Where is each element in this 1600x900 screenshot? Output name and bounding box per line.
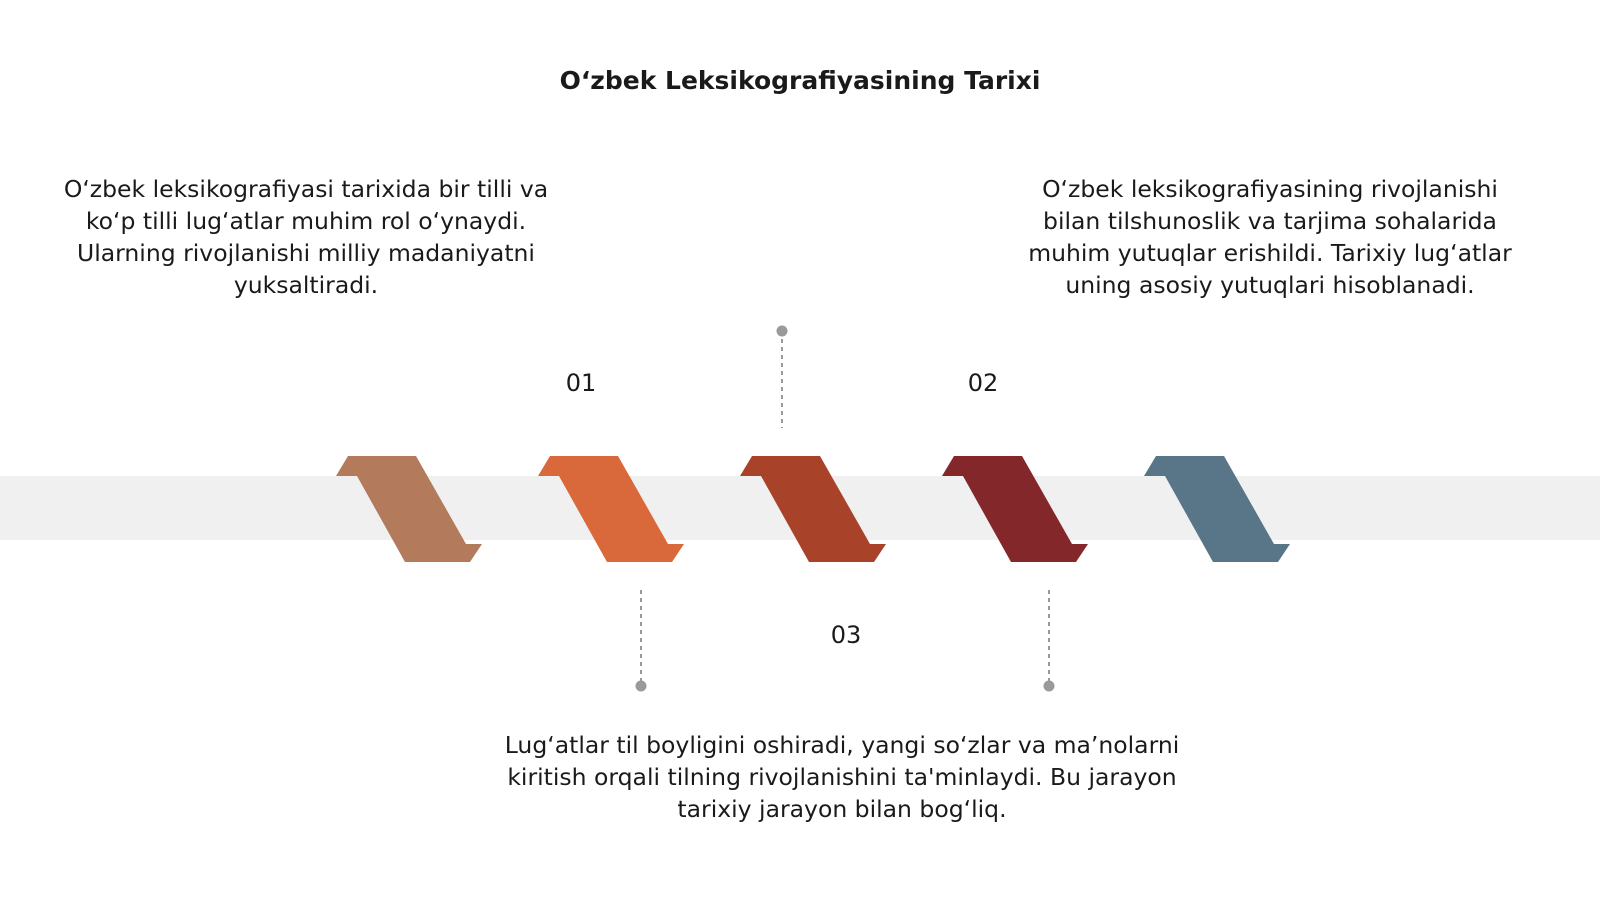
step-01-description: O‘zbek leksikografiyasi tarixida bir tilli va ko‘p tilli lug‘atlar muhim rol o‘ynaydi. Ularning rivojlanishi milliy madaniyatni yuksaltiradi. [63, 175, 549, 299]
step-02-description: O‘zbek leksikografiyasining rivojlanishi bilan tilshunoslik va tarjima sohalarida muhim yutuqlar erishildi. Tarixiy lug‘atlar uning asosiy yutuqlari hisoblanadi. [1028, 175, 1512, 299]
page-title: O‘zbek Leksikografiyasining Tarixi [559, 66, 1041, 95]
connector-bottom-left-dot [636, 681, 647, 692]
chevron-4 [942, 456, 1088, 562]
connector-top-dot [777, 326, 788, 337]
step-02-number: 02 [967, 369, 999, 397]
connector-bottom-left [636, 590, 647, 692]
connector-bottom-right-dot [1044, 681, 1055, 692]
connector-top [777, 326, 788, 429]
chevron-3 [740, 456, 886, 562]
chevron-1 [336, 456, 482, 562]
step-01-number: 01 [565, 369, 597, 397]
chevron-2 [538, 456, 684, 562]
step-03-description: Lug‘atlar til boyligini oshiradi, yangi so‘zlar va ma’nolarni kiritish orqali tilning rivojlanishini ta'minlaydi. Bu jarayon tarixiy jarayon bilan bog‘liq. [504, 731, 1180, 823]
connector-bottom-right [1044, 590, 1055, 692]
chevron-5 [1144, 456, 1290, 562]
step-03-number: 03 [830, 621, 862, 649]
